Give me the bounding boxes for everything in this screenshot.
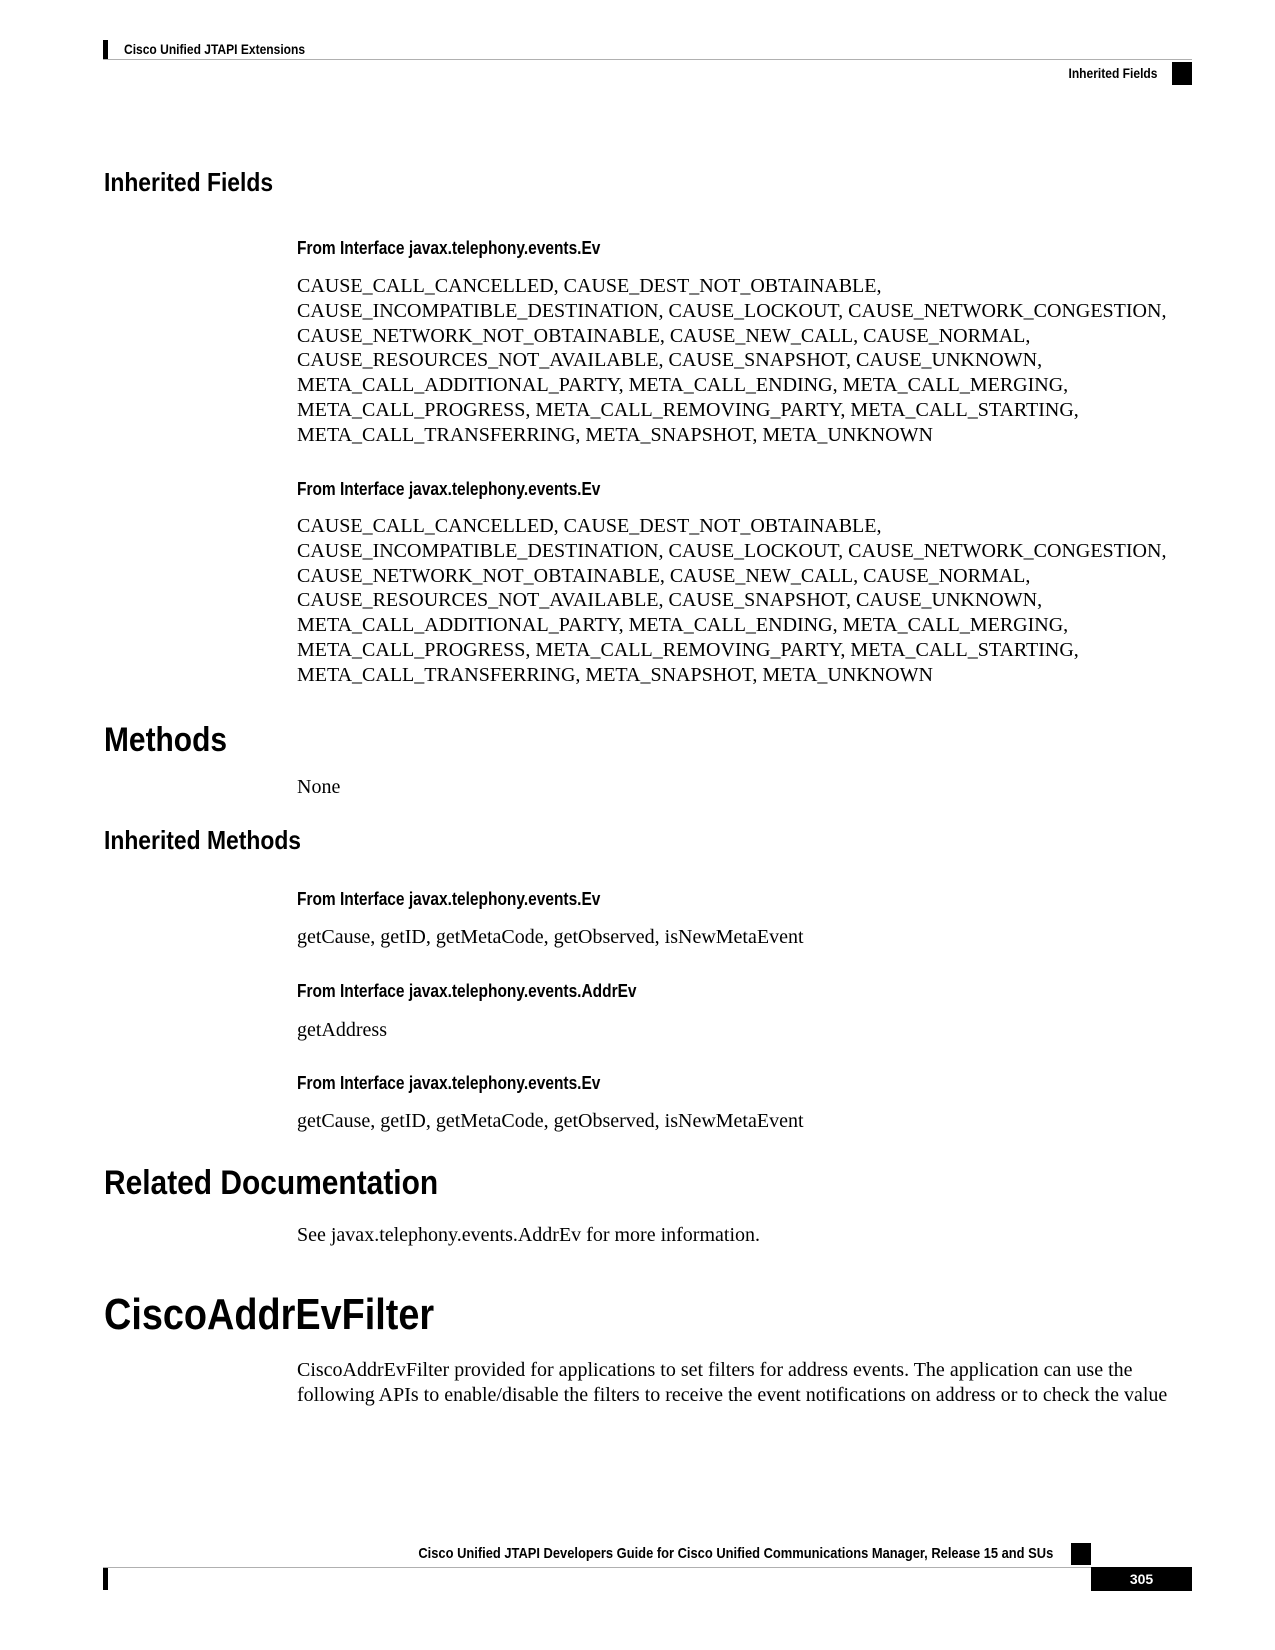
class-heading: CiscoAddrEvFilter xyxy=(104,1290,435,1339)
field-group-2-line: CAUSE_CALL_CANCELLED, CAUSE_DEST_NOT_OBTAINABLE, xyxy=(297,515,882,537)
method-group-1-text: getCause, getID, getMetaCode, getObserved, isNewMetaEvent xyxy=(297,926,804,948)
footer-left-marker xyxy=(103,1568,108,1590)
method-group-2-text: getAddress xyxy=(297,1019,387,1041)
class-description-line: CiscoAddrEvFilter provided for applications to set filters for address events. The application can use the xyxy=(297,1359,1133,1381)
header-section-title: Inherited Fields xyxy=(1068,65,1157,81)
method-group-3-interface: From Interface javax.telephony.events.Ev xyxy=(297,1073,601,1093)
inherited-methods-heading: Inherited Methods xyxy=(104,825,302,855)
field-group-2-line: CAUSE_RESOURCES_NOT_AVAILABLE, CAUSE_SNAPSHOT, CAUSE_UNKNOWN, xyxy=(297,589,1043,612)
methods-text: None xyxy=(297,776,341,798)
method-group-1-interface: From Interface javax.telephony.events.Ev xyxy=(297,889,601,909)
method-group-3-text: getCause, getID, getMetaCode, getObserved, isNewMetaEvent xyxy=(297,1110,804,1132)
method-group-2-interface: From Interface javax.telephony.events.AddrEv xyxy=(297,981,637,1001)
field-group-2-line: CAUSE_NETWORK_NOT_OBTAINABLE, CAUSE_NEW_CALL, CAUSE_NORMAL, xyxy=(297,564,1031,587)
field-group-1-line: META_CALL_ADDITIONAL_PARTY, META_CALL_ENDING, META_CALL_MERGING, xyxy=(297,374,1069,397)
field-group-2-line: META_CALL_PROGRESS, META_CALL_REMOVING_PARTY, META_CALL_STARTING, xyxy=(297,638,1079,661)
class-description xyxy=(297,1358,1197,1408)
methods-heading: Methods xyxy=(104,721,228,759)
header-left-marker xyxy=(103,40,108,60)
field-group-1-line: CAUSE_RESOURCES_NOT_AVAILABLE, CAUSE_SNAPSHOT, CAUSE_UNKNOWN, xyxy=(297,349,1043,372)
inherited-fields-heading: Inherited Fields xyxy=(104,167,274,197)
field-group-2-line: META_CALL_TRANSFERRING, META_SNAPSHOT, META_UNKNOWN xyxy=(297,663,933,686)
field-group-2-line: META_CALL_ADDITIONAL_PARTY, META_CALL_ENDING, META_CALL_MERGING, xyxy=(297,614,1069,637)
field-group-1-line: META_CALL_PROGRESS, META_CALL_REMOVING_PARTY, META_CALL_STARTING, xyxy=(297,398,1079,421)
footer-marker xyxy=(1071,1543,1091,1565)
class-description-line: following APIs to enable/disable the filters to receive the event notifications on address or to check the value xyxy=(297,1383,1168,1406)
page-number: 305 xyxy=(1091,1567,1192,1591)
field-group-1-interface: From Interface javax.telephony.events.Ev xyxy=(297,238,601,258)
field-group-2-interface: From Interface javax.telephony.events.Ev xyxy=(297,479,601,499)
header-rule xyxy=(103,59,1192,60)
field-group-1-line: CAUSE_NETWORK_NOT_OBTAINABLE, CAUSE_NEW_CALL, CAUSE_NORMAL, xyxy=(297,324,1031,347)
field-group-1-line: CAUSE_CALL_CANCELLED, CAUSE_DEST_NOT_OBTAINABLE, xyxy=(297,275,882,297)
field-group-1-line: META_CALL_TRANSFERRING, META_SNAPSHOT, META_UNKNOWN xyxy=(297,423,933,446)
field-group-2-list xyxy=(297,514,1197,688)
field-group-1-list xyxy=(297,274,1197,448)
header-right-marker xyxy=(1172,62,1192,85)
header-doc-title: Cisco Unified JTAPI Extensions xyxy=(124,41,306,57)
related-documentation-heading: Related Documentation xyxy=(104,1164,439,1202)
footer-rule xyxy=(103,1567,1192,1568)
footer-guide-title: Cisco Unified JTAPI Developers Guide for Cisco Unified Communications Manager, Release 15 and SUs xyxy=(418,1545,1053,1562)
related-documentation-text: See javax.telephony.events.AddrEv for more information. xyxy=(297,1224,761,1246)
field-group-2-line: CAUSE_INCOMPATIBLE_DESTINATION, CAUSE_LOCKOUT, CAUSE_NETWORK_CONGESTION, xyxy=(297,539,1167,562)
field-group-1-line: CAUSE_INCOMPATIBLE_DESTINATION, CAUSE_LOCKOUT, CAUSE_NETWORK_CONGESTION, xyxy=(297,299,1167,322)
